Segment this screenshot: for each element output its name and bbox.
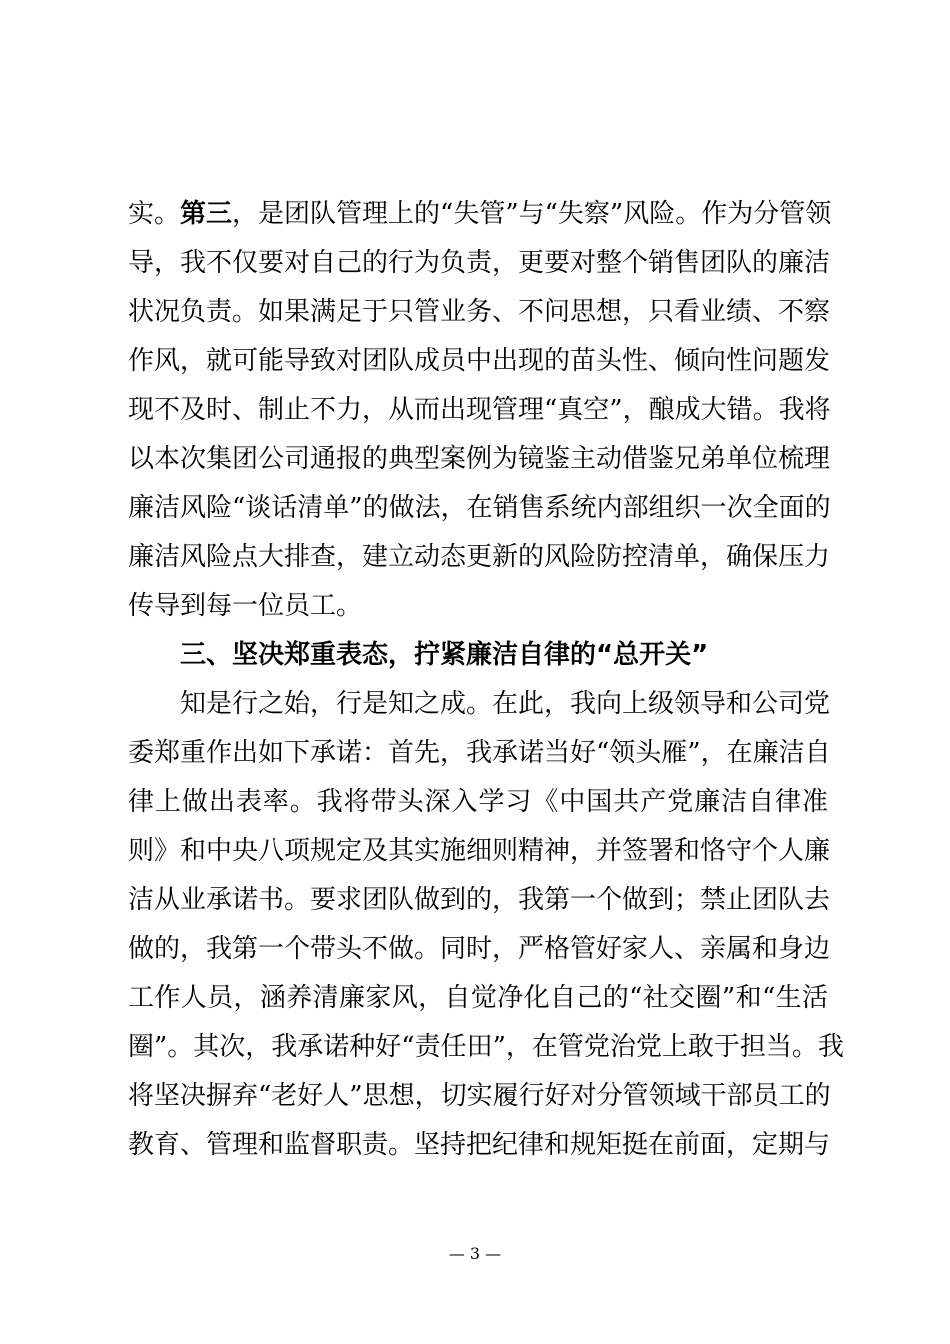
text-line <box>128 631 828 680</box>
text-run: 洁从业承诺书。要求团队做到的，我第一个做到；禁止团队去 <box>128 885 831 915</box>
text-line <box>128 435 831 484</box>
text-run: 圈”。其次，我承诺种好“责任田”，在管党治党上敢于担当。我 <box>128 1032 844 1062</box>
text-run: 知是行之始，行是知之成。在此，我向上级领导和公司党 <box>180 689 831 719</box>
text-run: 廉洁风险点大排查，建立动态更新的风险防控清单，确保压力 <box>128 542 831 572</box>
text-line <box>128 729 831 778</box>
text-run: 状况负责。如果满足于只管业务、不问思想，只看业绩、不察 <box>128 297 831 327</box>
bold-text: 第三 <box>180 199 233 229</box>
text-line <box>128 288 831 337</box>
paragraph <box>128 190 832 631</box>
text-line <box>128 876 831 925</box>
text-run: 现不及时、制止不力，从而出现管理“真空”，酿成大错。我将 <box>128 395 831 425</box>
text-line <box>128 974 828 1023</box>
text-line <box>128 337 831 386</box>
text-run: 则》和中央八项规定及其实施细则精神，并签署和恪守个人廉 <box>128 836 831 866</box>
bold-text: 三、坚决郑重表态，拧紧廉洁自律的“总开关” <box>180 640 709 670</box>
text-line <box>128 925 831 974</box>
section-heading <box>128 631 828 680</box>
text-line <box>128 827 831 876</box>
text-run: 以本次集团公司通报的典型案例为镜鉴主动借鉴兄弟单位梳理 <box>128 444 831 474</box>
text-line <box>128 190 832 239</box>
text-run: 教育、管理和监督职责。坚持把纪律和规矩挺在前面，定期与 <box>128 1130 831 1160</box>
text-line <box>128 386 831 435</box>
text-run: 将坚决摒弃“老好人”思想，切实履行好对分管领域干部员工的 <box>128 1081 831 1111</box>
text-line <box>128 1121 831 1170</box>
text-run: 廉洁风险“谈话清单”的做法，在销售系统内部组织一次全面的 <box>128 493 831 523</box>
text-run: 导，我不仅要对自己的行为负责，更要对整个销售团队的廉洁 <box>128 248 831 278</box>
text-line <box>128 484 831 533</box>
page-number: — 3 — <box>448 1244 502 1263</box>
text-line <box>128 1072 831 1121</box>
text-run: 工作人员，涵养清廉家风，自觉净化自己的“社交圈”和“生活 <box>128 983 828 1013</box>
text-run: ，是团队管理上的“失管”与“失察”风险。作为分管领 <box>232 199 832 229</box>
text-run: 传导到每一位员工。 <box>128 591 363 621</box>
text-run: 律上做出表率。我将带头深入学习《中国共产党廉洁自律准 <box>128 787 828 817</box>
text-line <box>128 778 828 827</box>
text-run: 委郑重作出如下承诺：首先，我承诺当好“领头雁”，在廉洁自 <box>128 738 831 768</box>
text-run: 作风，就可能导致对团队成员中出现的苗头性、倾向性问题发 <box>128 346 831 376</box>
text-line <box>128 1023 844 1072</box>
text-run: 做的，我第一个带头不做。同时，严格管好家人、亲属和身边 <box>128 934 831 964</box>
text-line <box>128 533 831 582</box>
body-text <box>128 190 844 1170</box>
text-line <box>128 680 831 729</box>
text-line <box>128 582 828 631</box>
paragraph <box>128 680 844 1170</box>
text-run: 实。 <box>128 199 181 229</box>
text-line <box>128 239 831 288</box>
